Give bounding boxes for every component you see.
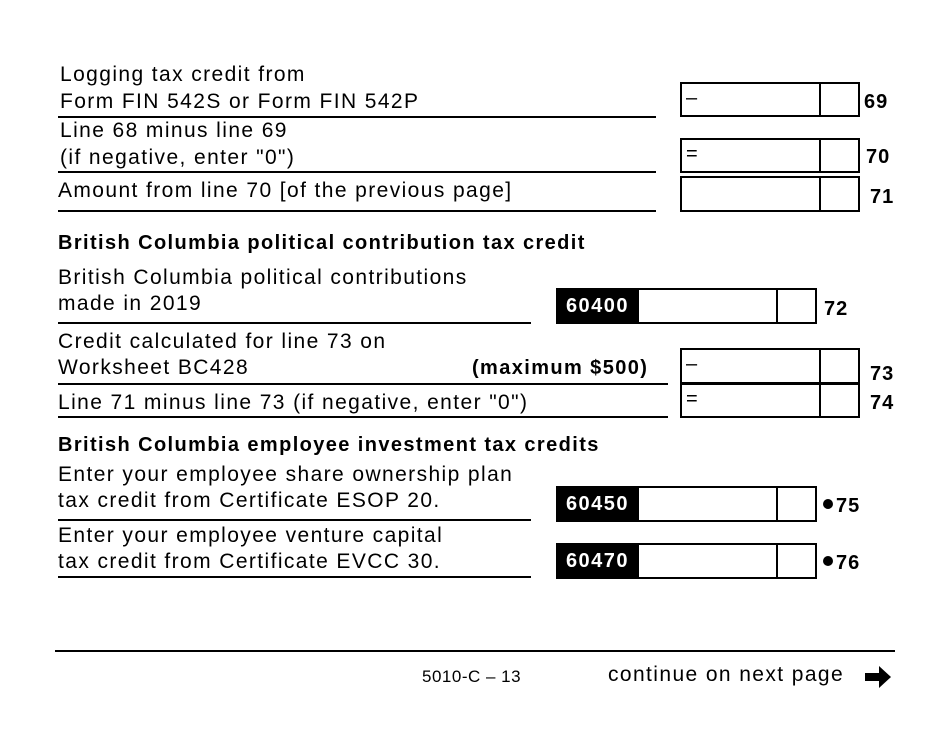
line-69-label-2: Form FIN 542S or Form FIN 542P: [60, 90, 420, 113]
line-71-input[interactable]: [680, 176, 860, 212]
line-70-label-1: Line 68 minus line 69: [60, 119, 288, 142]
line-71-label: Amount from line 70 [of the previous page]: [58, 179, 513, 202]
line-73-label-2: Worksheet BC428: [58, 356, 250, 379]
line-72-input[interactable]: [637, 288, 817, 324]
line-76-label-2: tax credit from Certificate EVCC 30.: [58, 550, 442, 573]
line-number-70: 70: [866, 146, 891, 168]
line-number-74: 74: [870, 392, 895, 414]
line-72-label-1: British Columbia political contributions: [58, 266, 468, 289]
field-code-60400: 60400: [556, 288, 639, 324]
maximum-note: (maximum $500): [472, 357, 649, 379]
line-76-input[interactable]: [637, 543, 817, 579]
line-number-72: 72: [824, 298, 849, 320]
line-74-input[interactable]: [680, 383, 860, 418]
line-75-label-1: Enter your employee share ownership plan: [58, 463, 514, 486]
line-73-input[interactable]: [680, 348, 860, 384]
row-divider: [58, 322, 531, 324]
bullet-dot-icon: [823, 556, 833, 566]
continue-text: continue on next page: [608, 663, 845, 686]
line-72-label-2: made in 2019: [58, 292, 203, 315]
minus-sign: –: [686, 353, 698, 375]
line-number-71: 71: [870, 186, 895, 208]
line-number-76: 76: [836, 552, 861, 574]
arrow-right-icon: [863, 664, 893, 690]
row-divider: [58, 519, 531, 521]
row-divider: [58, 210, 656, 212]
line-number-75: 75: [836, 495, 861, 517]
line-number-69: 69: [864, 91, 889, 113]
employee-section-heading: British Columbia employee investment tax credits: [58, 434, 600, 456]
line-76-label-1: Enter your employee venture capital: [58, 524, 444, 547]
row-divider: [58, 416, 668, 418]
line-74-label: Line 71 minus line 73 (if negative, enter "0"): [58, 391, 529, 414]
line-69-input[interactable]: [680, 82, 860, 117]
minus-sign: –: [686, 87, 698, 109]
line-73-label-1: Credit calculated for line 73 on: [58, 330, 387, 353]
bullet-dot-icon: [823, 499, 833, 509]
line-number-73: 73: [870, 363, 895, 385]
line-70-label-2: (if negative, enter "0"): [60, 146, 296, 169]
line-75-input[interactable]: [637, 486, 817, 522]
equals-sign: =: [686, 388, 698, 410]
row-divider: [58, 171, 656, 173]
political-section-heading: British Columbia political contribution tax credit: [58, 232, 586, 254]
field-code-60470: 60470: [556, 543, 639, 579]
line-69-label-1: Logging tax credit from: [60, 63, 306, 86]
line-75-label-2: tax credit from Certificate ESOP 20.: [58, 489, 441, 512]
line-70-input[interactable]: [680, 138, 860, 173]
field-code-60450: 60450: [556, 486, 639, 522]
form-page-number: 5010-C – 13: [422, 667, 522, 686]
footer-rule: [55, 650, 895, 652]
row-divider: [58, 383, 668, 385]
equals-sign: =: [686, 143, 698, 165]
row-divider: [58, 576, 531, 578]
